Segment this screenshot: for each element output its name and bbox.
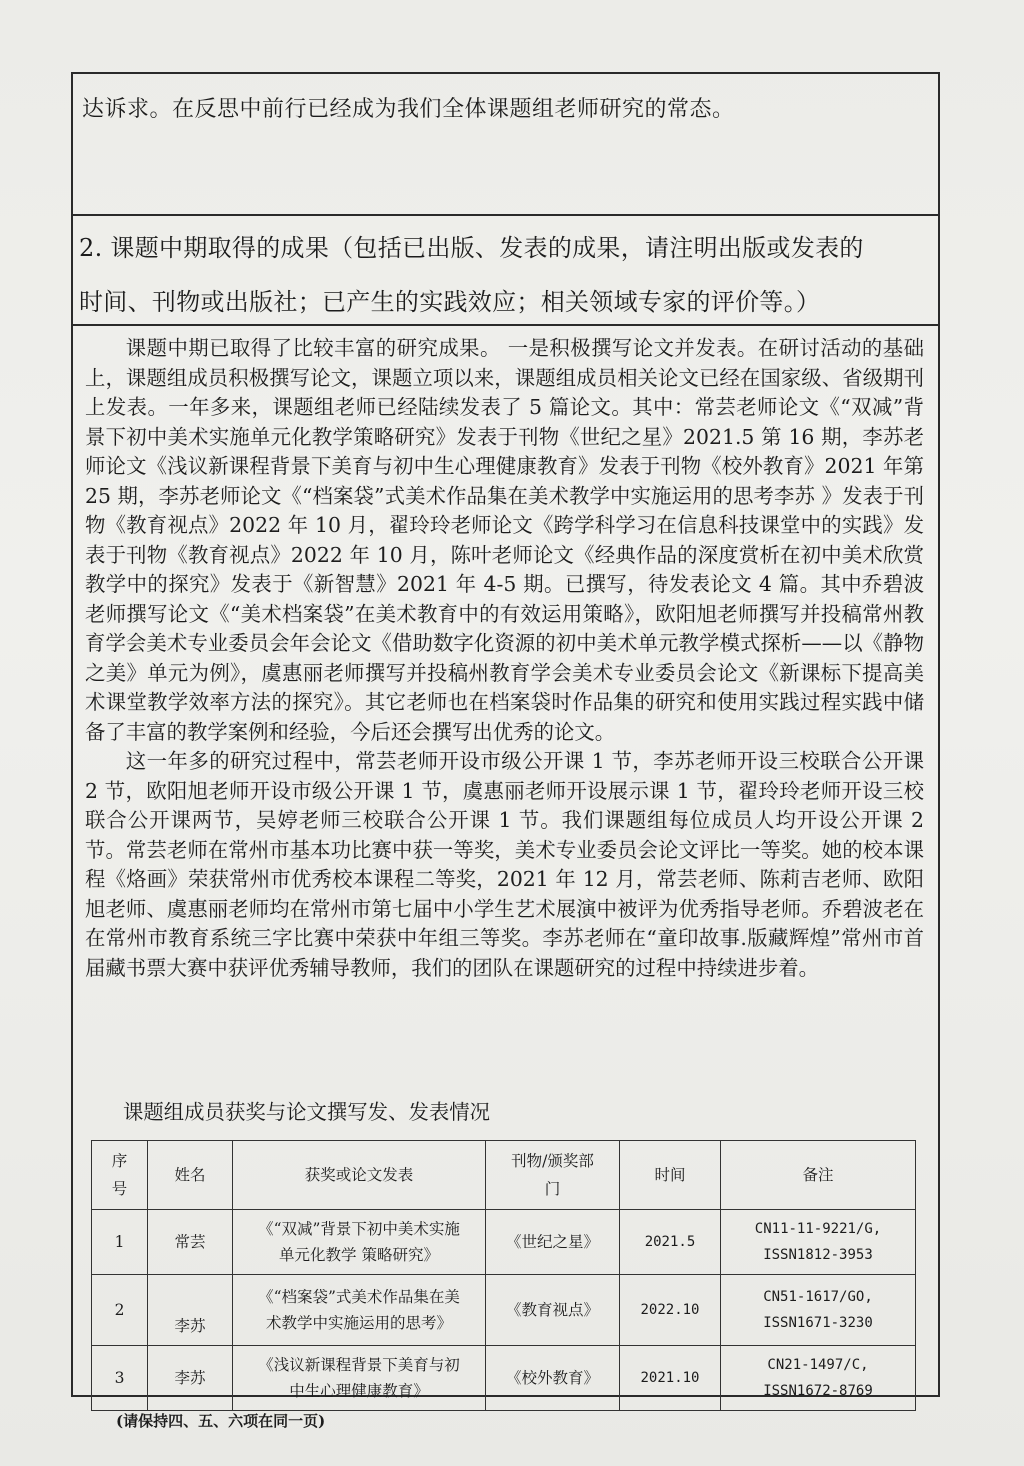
cell-time: 2021.10: [620, 1346, 721, 1411]
cell-seq: 2: [92, 1275, 148, 1346]
cell-note-line-2: ISSN1672-8769: [763, 1383, 873, 1399]
awards-table: [91, 1140, 916, 1411]
cell-name: 常芸: [148, 1210, 233, 1275]
cell-note-line-1: CN51-1617/GO,: [763, 1289, 873, 1305]
cell-note-line-2: ISSN1812-3953: [763, 1247, 873, 1263]
cell-publisher: 《教育视点》: [486, 1275, 620, 1346]
cell-note: [721, 1275, 916, 1346]
table-row: [92, 1210, 916, 1275]
cell-seq: 1: [92, 1210, 148, 1275]
header-time: 时间: [620, 1141, 721, 1210]
cell-name: 李苏: [148, 1346, 233, 1411]
cell-title-line-1: 《浅议新课程背景下美育与初: [258, 1356, 460, 1374]
cell-title-line-2: 术教学中实施运用的思考》: [265, 1314, 452, 1332]
cell-note-line-1: CN21-1497/C,: [767, 1357, 869, 1373]
cell-title-line-1: 《“档案袋”式美术作品集在美: [258, 1288, 460, 1306]
header-name: 姓名: [148, 1141, 233, 1210]
cell-title-line-2: 单元化教学 策略研究》: [279, 1246, 439, 1264]
cell-time: 2021.5: [620, 1210, 721, 1275]
cell-seq: 3: [92, 1346, 148, 1411]
header-note: 备注: [721, 1141, 916, 1210]
header-title: 获奖或论文发表: [233, 1141, 486, 1210]
section-2-content: [73, 326, 938, 1400]
achievements-text: [85, 334, 924, 983]
cell-time: 2022.10: [620, 1275, 721, 1346]
cell-note: [721, 1346, 916, 1411]
cell-title: [233, 1210, 486, 1275]
cell-note-line-1: CN11-11-9221/G,: [754, 1221, 882, 1237]
cell-title-line-2: 中生心理健康教育》: [289, 1382, 429, 1400]
section-2-heading: [73, 216, 938, 326]
table-header-row: [92, 1141, 916, 1210]
cell-publisher: 《世纪之星》: [486, 1210, 620, 1275]
table-row: [92, 1275, 916, 1346]
table-row: [92, 1346, 916, 1411]
section-2-heading-line-2: 时间、刊物或出版社；已产生的实践效应；相关领域专家的评价等。）: [79, 288, 821, 316]
header-seq: 序号: [92, 1141, 148, 1210]
table-caption: 课题组成员获奖与论文撰写发、发表情况: [123, 1100, 491, 1124]
paragraph-publications: 课题中期已取得了比较丰富的研究成果。 一是积极撰写论文并发表。在研讨活动的基础上，课题组成员积极撰写论文，课题立项以来，课题组成员相关论文已经在国家级、省级期刊上发表。一年多来，课题组老师已经陆续发表了 5 篇论文。其中：常芸老师论文《“双减”背景下初中美术实施单元化教学策略研究》发表于刊物《世纪之星》2021.5 第 16 期，李苏老师论文《浅议新课程背景下美育与初中生心理健康教育》发表于刊物《校外教育》2021 年第 25 期，李苏老师论文《“档案袋”式美术作品集在美术教学中实施运用的思考李苏 》发表于刊物《教育视点》2022 年 10 月，翟玲玲老师论文《跨学科学习在信息科技课堂中的实践》发表于刊物《教育视点》2022 年 10 月，陈叶老师论文《经典作品的深度赏析在初中美术欣赏教学中的探究》发表于《新智慧》2021 年 4-5 期。已撰写，待发表论文 4 篇。其中乔碧波老师撰写论文《“美术档案袋”在美术教育中的有效运用策略》，欧阳旭老师撰写并投稿常州教育学会美术专业委员会年会论文《借助数字化资源的初中美术单元教学模式探析——以《静物之美》单元为例》，虞惠丽老师撰写并投稿州教育学会美术专业委员会论文《新课标下提高美术课堂教学效率方法的探究》。其它老师也在档案袋时作品集的研究和使用实践过程实践中储备了丰富的教学案例和经验，今后还会撰写出优秀的论文。: [85, 336, 924, 744]
cell-title-line-1: 《“双减”背景下初中美术实施: [258, 1220, 460, 1238]
paragraph-awards: 这一年多的研究过程中，常芸老师开设市级公开课 1 节，李苏老师开设三校联合公开课 2 节，欧阳旭老师开设市级公开课 1 节，虞惠丽老师开设展示课 1 节，翟玲玲老师开设三校联合公开课两节，吴婷老师三校联合公开课 1 节。我们课题组每位成员人均开设公开课 2 节。常芸老师在常州市基本功比赛中获一等奖，美术专业委员会论文评比一等奖。她的校本课程《烙画》荣获常州市优秀校本课程二等奖，2021 年 12 月，常芸老师、陈莉吉老师、欧阳旭老师、虞惠丽老师均在常州市第七届中小学生艺术展演中被评为优秀指导老师。乔碧波老在在常州市教育系统三字比赛中荣获中年组三等奖。李苏老师在“童印故事.版藏辉煌”常州市首届藏书票大赛中获评优秀辅导教师，我们的团队在课题研究的过程中持续进步着。: [85, 749, 924, 980]
form-frame: [71, 72, 940, 1400]
header-publisher: 刊物/颁奖部门: [486, 1141, 620, 1210]
previous-section-tail: [73, 74, 938, 216]
cell-name: 李苏: [148, 1275, 233, 1346]
cell-note-line-2: ISSN1671-3230: [763, 1315, 873, 1331]
cell-title: [233, 1275, 486, 1346]
continuation-text: 达诉求。在反思中前行已经成为我们全体课题组老师研究的常态。: [82, 97, 735, 122]
cell-publisher: 《校外教育》: [486, 1346, 620, 1411]
page-footnote: (请保持四、五、六项在同一页): [116, 1412, 326, 1430]
cell-note: [721, 1210, 916, 1275]
section-2-heading-line-1: 2. 课题中期取得的成果（包括已出版、发表的成果，请注明出版或发表的: [79, 234, 864, 262]
cell-title: [233, 1346, 486, 1411]
